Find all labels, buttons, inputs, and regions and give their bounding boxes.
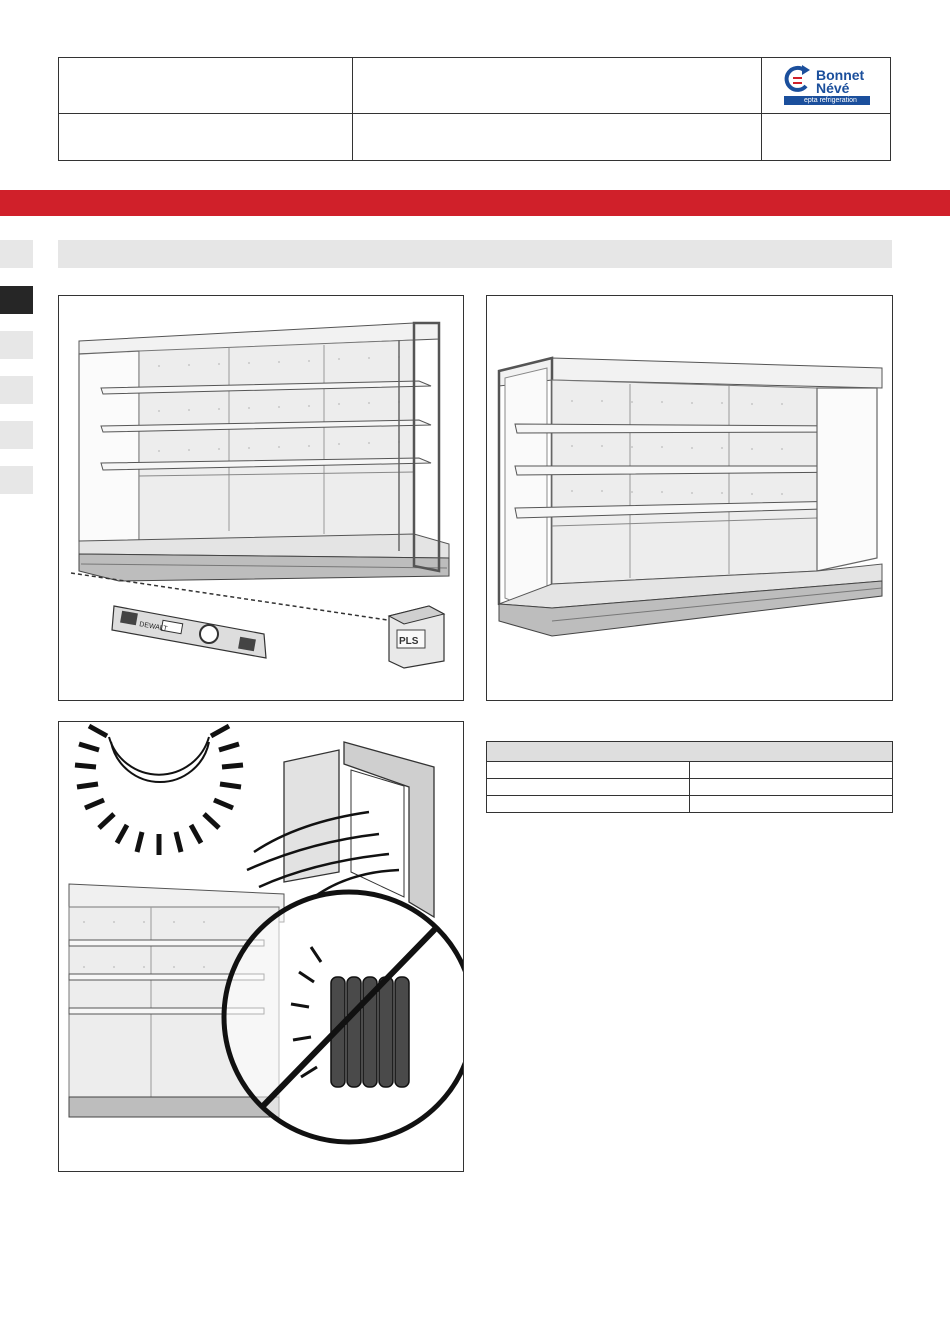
table-cell <box>690 796 893 813</box>
section-title-bar <box>58 240 892 268</box>
cabinet-view-illustration <box>487 296 892 700</box>
side-tab-3[interactable] <box>0 331 33 359</box>
logo-swirl-icon <box>784 64 812 96</box>
table-row <box>487 779 893 796</box>
logo-subtitle: epta refrigeration <box>804 97 857 104</box>
figure-cabinet-view <box>486 295 893 701</box>
table-header-row <box>487 742 893 762</box>
table-cell <box>487 779 690 796</box>
table-header-cell <box>487 742 893 762</box>
figure-avoid-heat-sources <box>58 721 464 1172</box>
bonnet-neve-logo <box>780 62 870 106</box>
red-title-band <box>0 190 950 216</box>
laser-level-icon <box>389 606 444 668</box>
level-brand-label: DEWALT <box>138 621 168 633</box>
table-cell <box>487 762 690 779</box>
side-tab-2-active[interactable] <box>0 286 33 314</box>
header-table <box>58 57 891 161</box>
header-divider <box>59 113 890 114</box>
spec-table <box>486 741 893 813</box>
table-cell <box>690 779 893 796</box>
figure-cabinet-leveling <box>58 295 464 701</box>
header-divider <box>761 58 762 160</box>
heat-sources-illustration <box>59 722 463 1171</box>
table-cell <box>690 762 893 779</box>
laser-box-label: PLS <box>399 636 419 647</box>
header-divider <box>352 58 353 160</box>
table-row <box>487 762 893 779</box>
logo-word-1: Bonnet <box>816 67 865 83</box>
table-row <box>487 796 893 813</box>
side-tab-5[interactable] <box>0 421 33 449</box>
prohibition-sign-icon <box>224 892 463 1142</box>
side-tab-6[interactable] <box>0 466 33 494</box>
side-tab-1[interactable] <box>0 240 33 268</box>
table-cell <box>487 796 690 813</box>
sun-icon <box>75 726 243 855</box>
cabinet-leveling-illustration <box>59 296 463 700</box>
side-tab-4[interactable] <box>0 376 33 404</box>
spirit-level-icon <box>112 606 266 658</box>
logo-word-2: Névé <box>816 80 850 96</box>
